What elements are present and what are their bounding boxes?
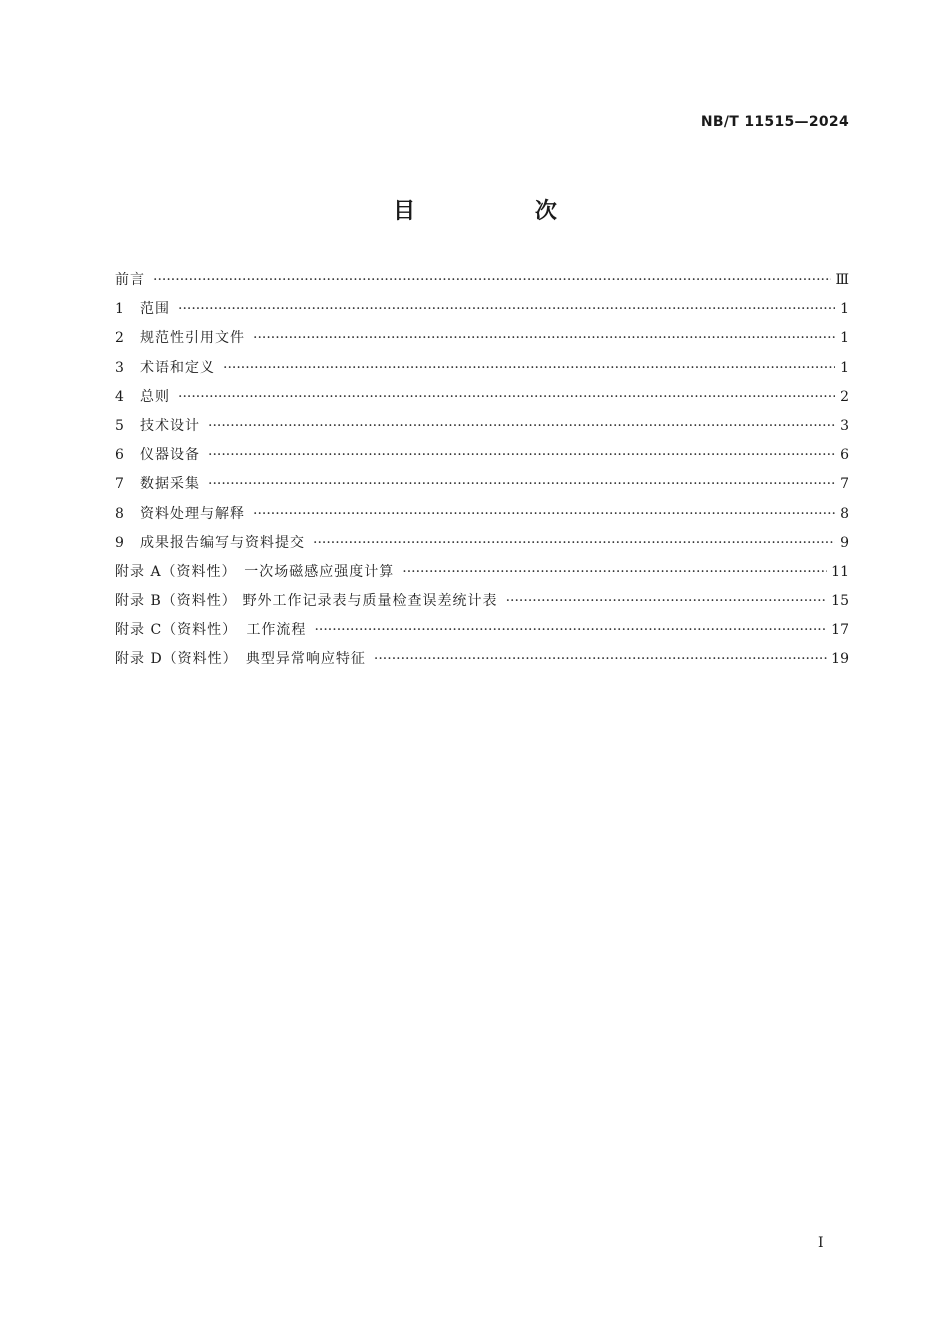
toc-label: 成果报告编写与资料提交 [140,534,305,551]
toc-number: 1 [115,301,124,318]
toc-page-number: 1 [840,359,849,376]
toc-item-report[interactable] [115,532,849,561]
toc-appendix-prefix: 附录 D（资料性） [115,651,238,668]
toc-number: 5 [115,417,124,434]
toc-number: 9 [115,534,124,551]
toc-page-number: 2 [840,388,849,405]
toc-page-number: Ⅲ [835,272,849,288]
toc-label: 仪器设备 [140,447,200,464]
toc-leader [374,651,827,667]
page-title: 目 次 [393,199,613,224]
toc-page-number: 19 [831,651,849,668]
toc-label: 工作流程 [246,622,307,639]
toc-leader [208,447,835,463]
toc-item-normative-references[interactable] [115,327,849,356]
toc-label: 前言 [115,272,145,288]
toc-item-appendix-c[interactable] [115,619,849,648]
toc-leader [208,476,835,492]
toc-number: 4 [115,388,124,405]
toc-leader [178,389,835,405]
toc-item-terms[interactable] [115,357,849,386]
toc-leader [178,301,835,317]
toc-leader [314,622,827,638]
toc-page-number: 8 [840,505,849,522]
toc-item-appendix-d[interactable] [115,648,849,677]
toc-page-number: 11 [831,563,849,580]
toc-leader [506,593,828,609]
page-folio: I [818,1235,824,1251]
toc-item-appendix-a[interactable] [115,561,849,590]
toc-leader [223,360,835,376]
toc-item-data-acquisition[interactable] [115,473,849,502]
toc-item-technical-design[interactable] [115,415,849,444]
table-of-contents [115,269,849,678]
toc-page-number: 9 [840,534,849,551]
toc-item-foreword[interactable] [115,269,849,298]
toc-label: 术语和定义 [140,359,215,376]
toc-appendix-prefix: 附录 A（资料性） [115,563,237,580]
toc-number: 6 [115,447,124,464]
toc-label: 范围 [140,301,170,318]
toc-leader [313,535,835,551]
toc-label: 资料处理与解释 [140,505,245,522]
toc-leader [253,506,835,522]
toc-number: 8 [115,505,124,522]
toc-leader [402,564,827,580]
toc-page-number: 7 [840,476,849,493]
toc-page-number: 15 [831,593,849,610]
toc-page-number: 1 [840,301,849,318]
toc-item-appendix-b[interactable] [115,590,849,619]
toc-label: 典型异常响应特征 [245,651,366,668]
toc-label: 规范性引用文件 [140,330,245,347]
toc-appendix-prefix: 附录 C（资料性） [115,622,238,639]
standard-code: NB/T 11515—2024 [700,114,849,130]
toc-number: 3 [115,359,124,376]
toc-leader [153,272,831,288]
toc-appendix-prefix: 附录 B（资料性） [115,593,237,610]
toc-item-general[interactable] [115,386,849,415]
toc-label: 总则 [140,388,170,405]
toc-label: 一次场磁感应强度计算 [244,563,395,580]
toc-label: 技术设计 [140,417,200,434]
toc-page-number: 6 [840,447,849,464]
toc-page-number: 3 [840,417,849,434]
toc-page-number: 17 [831,622,849,639]
toc-leader [253,330,835,346]
toc-item-data-processing[interactable] [115,503,849,532]
toc-item-instruments[interactable] [115,444,849,473]
toc-leader [208,418,835,434]
toc-page-number: 1 [840,330,849,347]
toc-item-scope[interactable] [115,298,849,327]
toc-number: 2 [115,330,124,347]
toc-label: 野外工作记录表与质量检查误差统计表 [242,593,498,610]
toc-label: 数据采集 [140,476,200,493]
toc-number: 7 [115,476,124,493]
